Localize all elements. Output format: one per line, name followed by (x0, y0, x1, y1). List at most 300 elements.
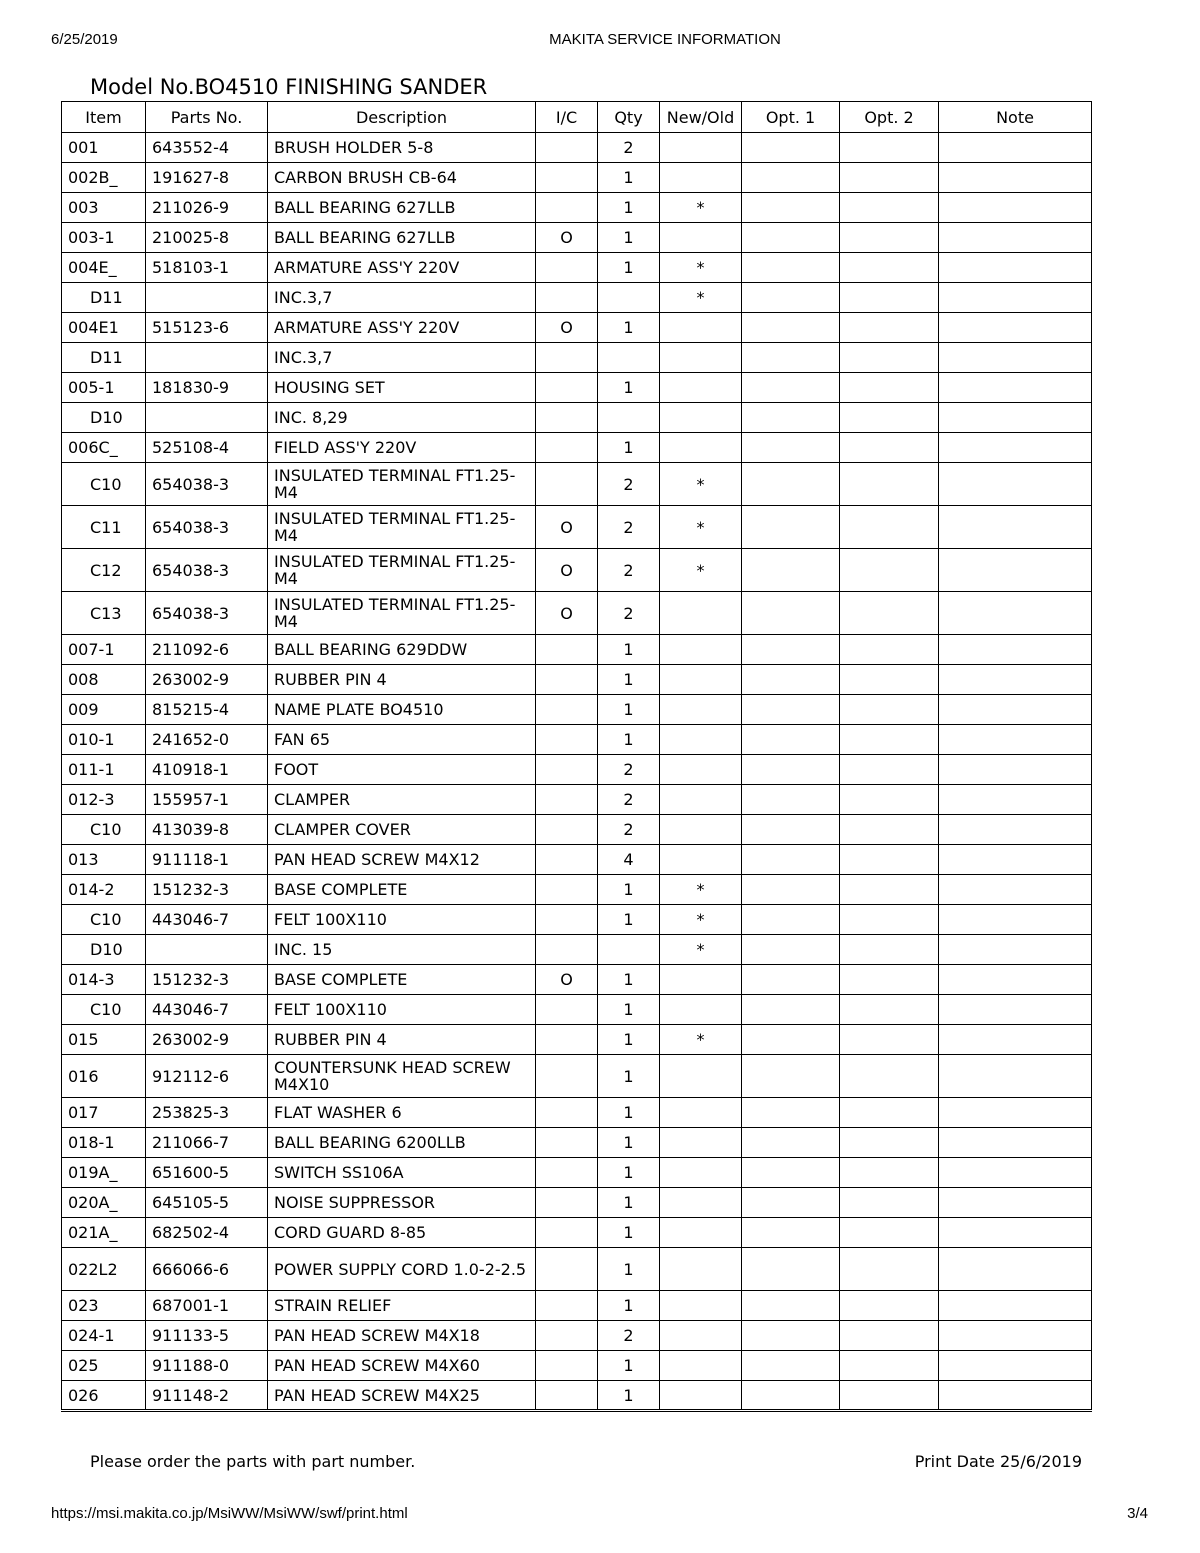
new-old-cell (660, 163, 742, 193)
part-number-cell: 525108-4 (146, 433, 268, 463)
ic-cell (536, 1055, 598, 1098)
table-row (62, 1321, 1092, 1351)
opt2-cell (840, 163, 939, 193)
new-old-cell: * (660, 1025, 742, 1055)
table-row (62, 193, 1092, 223)
model-title: Model No.BO4510 FINISHING SANDER (90, 75, 488, 99)
opt1-cell (742, 1248, 840, 1291)
part-number-cell: 211066-7 (146, 1128, 268, 1158)
opt1-cell (742, 592, 840, 635)
opt1-cell (742, 1055, 840, 1098)
opt2-cell (840, 549, 939, 592)
opt1-cell (742, 1025, 840, 1055)
opt2-cell (840, 373, 939, 403)
opt1-cell (742, 1351, 840, 1381)
ic-cell (536, 755, 598, 785)
ic-cell (536, 725, 598, 755)
part-number-cell: 912112-6 (146, 1055, 268, 1098)
qty-cell: 1 (598, 1188, 660, 1218)
footer-url: https://msi.makita.co.jp/MsiWW/MsiWW/swf/print.html (51, 1505, 408, 1522)
new-old-cell (660, 313, 742, 343)
table-row (62, 935, 1092, 965)
item-cell: 025 (62, 1351, 146, 1381)
item-cell: 019A_ (62, 1158, 146, 1188)
opt2-cell (840, 1055, 939, 1098)
item-cell: 001 (62, 133, 146, 163)
table-row (62, 995, 1092, 1025)
new-old-cell (660, 815, 742, 845)
table-row (62, 875, 1092, 905)
qty-cell: 2 (598, 785, 660, 815)
column-header: Parts No. (146, 102, 268, 133)
opt2-cell (840, 935, 939, 965)
qty-cell: 1 (598, 1098, 660, 1128)
ic-cell: O (536, 592, 598, 635)
new-old-cell (660, 1055, 742, 1098)
opt1-cell (742, 1128, 840, 1158)
description-cell: PAN HEAD SCREW M4X12 (268, 845, 536, 875)
item-cell: C13 (62, 592, 146, 635)
description-cell: ARMATURE ASS'Y 220V (268, 313, 536, 343)
new-old-cell (660, 1158, 742, 1188)
description-cell: CARBON BRUSH CB-64 (268, 163, 536, 193)
opt1-cell (742, 905, 840, 935)
part-number-cell: 211092-6 (146, 635, 268, 665)
column-header: Opt. 1 (742, 102, 840, 133)
new-old-cell (660, 1351, 742, 1381)
description-cell: PAN HEAD SCREW M4X18 (268, 1321, 536, 1351)
qty-cell (598, 343, 660, 373)
part-number-cell: 911148-2 (146, 1381, 268, 1411)
table-row (62, 313, 1092, 343)
description-cell: INSULATED TERMINAL FT1.25-M4 (268, 549, 536, 592)
opt1-cell (742, 965, 840, 995)
qty-cell: 1 (598, 433, 660, 463)
part-number-cell: 666066-6 (146, 1248, 268, 1291)
new-old-cell (660, 845, 742, 875)
opt2-cell (840, 1381, 939, 1411)
note-cell (939, 995, 1092, 1025)
new-old-cell (660, 1321, 742, 1351)
new-old-cell: * (660, 549, 742, 592)
item-cell: 020A_ (62, 1188, 146, 1218)
qty-cell: 1 (598, 193, 660, 223)
qty-cell: 1 (598, 695, 660, 725)
item-cell: 004E_ (62, 253, 146, 283)
table-row (62, 1291, 1092, 1321)
qty-cell: 2 (598, 463, 660, 506)
part-number-cell: 263002-9 (146, 1025, 268, 1055)
table-row (62, 965, 1092, 995)
note-cell (939, 1248, 1092, 1291)
note-cell (939, 1321, 1092, 1351)
note-cell (939, 283, 1092, 313)
item-cell: C10 (62, 463, 146, 506)
note-cell (939, 1158, 1092, 1188)
qty-cell: 2 (598, 755, 660, 785)
table-row (62, 755, 1092, 785)
description-cell: INSULATED TERMINAL FT1.25-M4 (268, 592, 536, 635)
opt1-cell (742, 845, 840, 875)
ic-cell (536, 1351, 598, 1381)
opt1-cell (742, 755, 840, 785)
part-number-cell: 518103-1 (146, 253, 268, 283)
opt2-cell (840, 695, 939, 725)
opt1-cell (742, 935, 840, 965)
qty-cell: 1 (598, 1025, 660, 1055)
description-cell: FELT 100X110 (268, 995, 536, 1025)
opt1-cell (742, 995, 840, 1025)
opt2-cell (840, 845, 939, 875)
table-row (62, 463, 1092, 506)
table-row (62, 283, 1092, 313)
new-old-cell (660, 965, 742, 995)
table-row (62, 343, 1092, 373)
opt1-cell (742, 133, 840, 163)
ic-cell (536, 193, 598, 223)
description-cell: BALL BEARING 627LLB (268, 223, 536, 253)
opt1-cell (742, 433, 840, 463)
note-cell (939, 1218, 1092, 1248)
item-cell: 018-1 (62, 1128, 146, 1158)
item-cell: C10 (62, 815, 146, 845)
part-number-cell: 410918-1 (146, 755, 268, 785)
opt2-cell (840, 433, 939, 463)
table-row (62, 815, 1092, 845)
new-old-cell (660, 635, 742, 665)
opt1-cell (742, 785, 840, 815)
table-row (62, 845, 1092, 875)
table-row (62, 1025, 1092, 1055)
note-cell (939, 253, 1092, 283)
ic-cell (536, 935, 598, 965)
description-cell: PAN HEAD SCREW M4X25 (268, 1381, 536, 1411)
note-cell (939, 755, 1092, 785)
description-cell: FOOT (268, 755, 536, 785)
description-cell: CLAMPER COVER (268, 815, 536, 845)
ic-cell (536, 1158, 598, 1188)
column-header: Note (939, 102, 1092, 133)
table-row (62, 1351, 1092, 1381)
table-row (62, 905, 1092, 935)
table-row (62, 635, 1092, 665)
note-cell (939, 223, 1092, 253)
description-cell: INC.3,7 (268, 283, 536, 313)
ic-cell (536, 845, 598, 875)
ic-cell (536, 905, 598, 935)
item-cell: D11 (62, 343, 146, 373)
part-number-cell: 687001-1 (146, 1291, 268, 1321)
column-header: Description (268, 102, 536, 133)
ic-cell (536, 665, 598, 695)
note-cell (939, 1025, 1092, 1055)
opt2-cell (840, 1218, 939, 1248)
note-cell (939, 343, 1092, 373)
description-cell: BALL BEARING 629DDW (268, 635, 536, 665)
item-cell: D11 (62, 283, 146, 313)
opt1-cell (742, 506, 840, 549)
part-number-cell: 253825-3 (146, 1098, 268, 1128)
opt2-cell (840, 905, 939, 935)
opt2-cell (840, 725, 939, 755)
opt1-cell (742, 313, 840, 343)
opt2-cell (840, 1128, 939, 1158)
opt2-cell (840, 1098, 939, 1128)
new-old-cell (660, 1291, 742, 1321)
table-row (62, 1248, 1092, 1291)
table-row (62, 592, 1092, 635)
note-cell (939, 592, 1092, 635)
ic-cell (536, 133, 598, 163)
qty-cell: 1 (598, 995, 660, 1025)
description-cell: POWER SUPPLY CORD 1.0-2-2.5 (268, 1248, 536, 1291)
part-number-cell: 643552-4 (146, 133, 268, 163)
ic-cell (536, 373, 598, 403)
part-number-cell: 911188-0 (146, 1351, 268, 1381)
description-cell: CLAMPER (268, 785, 536, 815)
note-cell (939, 1291, 1092, 1321)
opt2-cell (840, 253, 939, 283)
opt1-cell (742, 815, 840, 845)
new-old-cell (660, 1098, 742, 1128)
table-row (62, 223, 1092, 253)
item-cell: D10 (62, 935, 146, 965)
header-title: MAKITA SERVICE INFORMATION (549, 31, 781, 48)
note-cell (939, 193, 1092, 223)
ic-cell (536, 695, 598, 725)
table-row (62, 665, 1092, 695)
new-old-cell (660, 373, 742, 403)
opt2-cell (840, 635, 939, 665)
ic-cell (536, 995, 598, 1025)
qty-cell: 1 (598, 223, 660, 253)
qty-cell: 1 (598, 965, 660, 995)
ic-cell: O (536, 506, 598, 549)
qty-cell: 2 (598, 815, 660, 845)
part-number-cell: 651600-5 (146, 1158, 268, 1188)
column-header: Qty (598, 102, 660, 133)
opt2-cell (840, 665, 939, 695)
note-cell (939, 875, 1092, 905)
note-cell (939, 463, 1092, 506)
opt1-cell (742, 1321, 840, 1351)
description-cell: COUNTERSUNK HEAD SCREW M4X10 (268, 1055, 536, 1098)
description-cell: BALL BEARING 6200LLB (268, 1128, 536, 1158)
ic-cell: O (536, 313, 598, 343)
item-cell: C11 (62, 506, 146, 549)
part-number-cell: 645105-5 (146, 1188, 268, 1218)
opt1-cell (742, 403, 840, 433)
part-number-cell: 911118-1 (146, 845, 268, 875)
part-number-cell: 654038-3 (146, 549, 268, 592)
new-old-cell (660, 1218, 742, 1248)
description-cell: NOISE SUPPRESSOR (268, 1188, 536, 1218)
qty-cell (598, 935, 660, 965)
ic-cell: O (536, 223, 598, 253)
new-old-cell (660, 403, 742, 433)
ic-cell (536, 343, 598, 373)
new-old-cell (660, 755, 742, 785)
note-cell (939, 905, 1092, 935)
item-cell: C12 (62, 549, 146, 592)
new-old-cell (660, 665, 742, 695)
note-cell (939, 163, 1092, 193)
opt2-cell (840, 1025, 939, 1055)
opt1-cell (742, 875, 840, 905)
item-cell: 016 (62, 1055, 146, 1098)
part-number-cell (146, 403, 268, 433)
part-number-cell: 682502-4 (146, 1218, 268, 1248)
part-number-cell: 413039-8 (146, 815, 268, 845)
opt2-cell (840, 506, 939, 549)
item-cell: 024-1 (62, 1321, 146, 1351)
column-header: Opt. 2 (840, 102, 939, 133)
item-cell: 015 (62, 1025, 146, 1055)
note-cell (939, 313, 1092, 343)
item-cell: 008 (62, 665, 146, 695)
ic-cell (536, 875, 598, 905)
note-cell (939, 725, 1092, 755)
new-old-cell (660, 1381, 742, 1411)
qty-cell: 1 (598, 665, 660, 695)
description-cell: BALL BEARING 627LLB (268, 193, 536, 223)
note-cell (939, 433, 1092, 463)
part-number-cell (146, 283, 268, 313)
note-cell (939, 935, 1092, 965)
part-number-cell: 210025-8 (146, 223, 268, 253)
item-cell: 014-2 (62, 875, 146, 905)
ic-cell (536, 1381, 598, 1411)
part-number-cell: 654038-3 (146, 506, 268, 549)
ic-cell: O (536, 965, 598, 995)
new-old-cell (660, 725, 742, 755)
description-cell: RUBBER PIN 4 (268, 1025, 536, 1055)
ic-cell: O (536, 549, 598, 592)
item-cell: 010-1 (62, 725, 146, 755)
new-old-cell (660, 695, 742, 725)
note-cell (939, 1188, 1092, 1218)
new-old-cell (660, 223, 742, 253)
note-cell (939, 506, 1092, 549)
header-date: 6/25/2019 (51, 31, 118, 48)
item-cell: 023 (62, 1291, 146, 1321)
part-number-cell: 443046-7 (146, 995, 268, 1025)
note-cell (939, 695, 1092, 725)
qty-cell: 1 (598, 253, 660, 283)
qty-cell: 1 (598, 1055, 660, 1098)
footer-note: Please order the parts with part number. (90, 1452, 416, 1471)
item-cell: 017 (62, 1098, 146, 1128)
table-row (62, 1218, 1092, 1248)
ic-cell (536, 1218, 598, 1248)
description-cell: BASE COMPLETE (268, 875, 536, 905)
qty-cell (598, 283, 660, 313)
note-cell (939, 665, 1092, 695)
opt1-cell (742, 223, 840, 253)
opt2-cell (840, 995, 939, 1025)
part-number-cell: 241652-0 (146, 725, 268, 755)
part-number-cell: 191627-8 (146, 163, 268, 193)
opt1-cell (742, 695, 840, 725)
opt2-cell (840, 1188, 939, 1218)
table-row (62, 1128, 1092, 1158)
description-cell: PAN HEAD SCREW M4X60 (268, 1351, 536, 1381)
table-row (62, 1158, 1092, 1188)
item-cell: 005-1 (62, 373, 146, 403)
table-row (62, 725, 1092, 755)
ic-cell (536, 1248, 598, 1291)
opt1-cell (742, 163, 840, 193)
ic-cell (536, 1098, 598, 1128)
column-header: Item (62, 102, 146, 133)
part-number-cell: 515123-6 (146, 313, 268, 343)
item-cell: D10 (62, 403, 146, 433)
description-cell: FIELD ASS'Y 220V (268, 433, 536, 463)
column-header: I/C (536, 102, 598, 133)
item-cell: 004E1 (62, 313, 146, 343)
table-row (62, 1055, 1092, 1098)
part-number-cell: 151232-3 (146, 875, 268, 905)
qty-cell: 1 (598, 635, 660, 665)
item-cell: C10 (62, 905, 146, 935)
opt2-cell (840, 1158, 939, 1188)
ic-cell (536, 635, 598, 665)
ic-cell (536, 433, 598, 463)
description-cell: BRUSH HOLDER 5-8 (268, 133, 536, 163)
description-cell: INC. 8,29 (268, 403, 536, 433)
new-old-cell (660, 1248, 742, 1291)
table-row (62, 549, 1092, 592)
qty-cell: 1 (598, 875, 660, 905)
qty-cell: 2 (598, 506, 660, 549)
opt2-cell (840, 965, 939, 995)
opt2-cell (840, 875, 939, 905)
column-header: New/Old (660, 102, 742, 133)
qty-cell: 1 (598, 1381, 660, 1411)
description-cell: HOUSING SET (268, 373, 536, 403)
print-date: Print Date 25/6/2019 (914, 1452, 1082, 1471)
opt1-cell (742, 1291, 840, 1321)
qty-cell: 1 (598, 905, 660, 935)
new-old-cell (660, 343, 742, 373)
opt2-cell (840, 133, 939, 163)
description-cell: RUBBER PIN 4 (268, 665, 536, 695)
new-old-cell (660, 592, 742, 635)
new-old-cell (660, 433, 742, 463)
table-row (62, 403, 1092, 433)
part-number-cell: 654038-3 (146, 463, 268, 506)
part-number-cell: 911133-5 (146, 1321, 268, 1351)
new-old-cell (660, 995, 742, 1025)
opt1-cell (742, 193, 840, 223)
item-cell: 002B_ (62, 163, 146, 193)
ic-cell (536, 1321, 598, 1351)
item-cell: 022L2 (62, 1248, 146, 1291)
opt2-cell (840, 1291, 939, 1321)
note-cell (939, 785, 1092, 815)
item-cell: 003 (62, 193, 146, 223)
item-cell: 021A_ (62, 1218, 146, 1248)
opt2-cell (840, 223, 939, 253)
opt2-cell (840, 193, 939, 223)
opt1-cell (742, 549, 840, 592)
part-number-cell: 211026-9 (146, 193, 268, 223)
note-cell (939, 1055, 1092, 1098)
new-old-cell (660, 133, 742, 163)
opt1-cell (742, 1098, 840, 1128)
description-cell: INSULATED TERMINAL FT1.25-M4 (268, 463, 536, 506)
new-old-cell: * (660, 283, 742, 313)
